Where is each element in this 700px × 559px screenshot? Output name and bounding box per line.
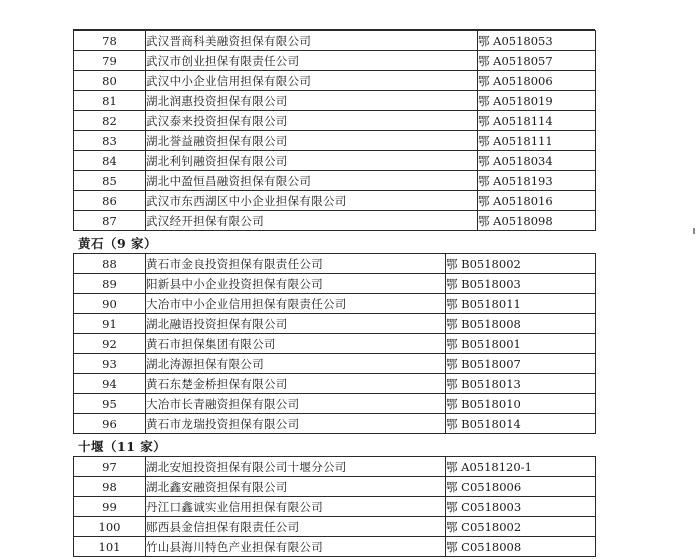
company-name: 武汉泰来投资担保有限公司 xyxy=(146,111,478,131)
registration-code: 鄂 A0518111 xyxy=(478,131,596,151)
company-name: 湖北中盈恒昌融资担保有限公司 xyxy=(146,171,478,191)
registration-code: 鄂 B0518002 xyxy=(446,254,596,274)
table-row xyxy=(74,254,596,274)
section-title-huangshi: 黄石（9 家） xyxy=(78,236,158,251)
registration-code: 鄂 B0518013 xyxy=(446,374,596,394)
row-number: 92 xyxy=(74,334,146,354)
row-number: 81 xyxy=(74,91,146,111)
registration-code: 鄂 B0518014 xyxy=(446,414,596,434)
row-number: 93 xyxy=(74,354,146,374)
company-name: 武汉中小企业信用担保有限公司 xyxy=(146,71,478,91)
row-number: 84 xyxy=(74,151,146,171)
company-name: 湖北润惠投资担保有限公司 xyxy=(146,91,478,111)
company-name: 武汉晋商科美融资担保有限公司 xyxy=(146,31,478,51)
company-name: 黄石市金良投资担保有限责任公司 xyxy=(146,254,446,274)
guarantor-table-shiyan xyxy=(73,456,596,557)
company-name: 竹山县海川特色产业担保有限公司 xyxy=(146,537,446,557)
table-row xyxy=(74,314,596,334)
company-name: 黄石市担保集团有限公司 xyxy=(146,334,446,354)
row-number: 95 xyxy=(74,394,146,414)
table-row xyxy=(74,414,596,434)
company-name: 丹江口鑫诚实业信用担保有限公司 xyxy=(146,497,446,517)
row-number: 91 xyxy=(74,314,146,334)
registration-code: 鄂 A0518193 xyxy=(478,171,596,191)
registration-code: 鄂 B0518008 xyxy=(446,314,596,334)
registration-code: 鄂 A0518006 xyxy=(478,71,596,91)
company-name: 湖北鑫安融资担保有限公司 xyxy=(146,477,446,497)
table-row xyxy=(74,517,596,537)
registration-code: 鄂 B0518011 xyxy=(446,294,596,314)
company-name: 大冶市中小企业信用担保有限责任公司 xyxy=(146,294,446,314)
registration-code: 鄂 A0518114 xyxy=(478,111,596,131)
registration-code: 鄂 A0518057 xyxy=(478,51,596,71)
company-name: 黄石市龙瑞投资担保有限公司 xyxy=(146,414,446,434)
registration-code: 鄂 B0518010 xyxy=(446,394,596,414)
company-name: 武汉经开担保有限公司 xyxy=(146,211,478,231)
registration-code: 鄂 A0518120-1 xyxy=(446,457,596,477)
table-row xyxy=(74,71,596,91)
table-row xyxy=(74,171,596,191)
table-row xyxy=(74,457,596,477)
row-number: 88 xyxy=(74,254,146,274)
registration-code: 鄂 A0518016 xyxy=(478,191,596,211)
row-number: 87 xyxy=(74,211,146,231)
table-row xyxy=(74,211,596,231)
registration-code: 鄂 A0518098 xyxy=(478,211,596,231)
table-row xyxy=(74,334,596,354)
company-name: 郧西县金信担保有限责任公司 xyxy=(146,517,446,537)
table-row xyxy=(74,537,596,557)
row-number: 80 xyxy=(74,71,146,91)
section-title-shiyan: 十堰（11 家） xyxy=(78,439,167,454)
registration-code: 鄂 C0518003 xyxy=(446,497,596,517)
row-number: 90 xyxy=(74,294,146,314)
company-name: 湖北安旭投资担保有限公司十堰分公司 xyxy=(146,457,446,477)
registration-code: 鄂 A0518019 xyxy=(478,91,596,111)
table-row xyxy=(74,274,596,294)
row-number: 79 xyxy=(74,51,146,71)
row-number: 86 xyxy=(74,191,146,211)
table-row xyxy=(74,294,596,314)
registration-code: 鄂 C0518006 xyxy=(446,477,596,497)
company-name: 阳新县中小企业投资担保有限公司 xyxy=(146,274,446,294)
row-number: 94 xyxy=(74,374,146,394)
table-row xyxy=(74,91,596,111)
scan-speck xyxy=(693,228,695,234)
table-row xyxy=(74,477,596,497)
registration-code: 鄂 C0518002 xyxy=(446,517,596,537)
row-number: 89 xyxy=(74,274,146,294)
table-row xyxy=(74,131,596,151)
registration-code: 鄂 A0518053 xyxy=(478,31,596,51)
table-row xyxy=(74,51,596,71)
registration-code: 鄂 C0518008 xyxy=(446,537,596,557)
registration-code: 鄂 B0518001 xyxy=(446,334,596,354)
guarantor-table-wuhan xyxy=(73,30,596,231)
table-row xyxy=(74,191,596,211)
guarantor-table-huangshi xyxy=(73,253,596,434)
row-number: 85 xyxy=(74,171,146,191)
company-name: 大冶市长青融资担保有限公司 xyxy=(146,394,446,414)
row-number: 101 xyxy=(74,537,146,557)
table-row xyxy=(74,151,596,171)
company-name: 湖北涛源担保有限公司 xyxy=(146,354,446,374)
company-name: 湖北誉益融资担保有限公司 xyxy=(146,131,478,151)
registration-code: 鄂 A0518034 xyxy=(478,151,596,171)
company-name: 湖北利钊融资担保有限公司 xyxy=(146,151,478,171)
table-row xyxy=(74,394,596,414)
row-number: 99 xyxy=(74,497,146,517)
company-name: 湖北融语投资担保有限公司 xyxy=(146,314,446,334)
table-row xyxy=(74,354,596,374)
row-number: 97 xyxy=(74,457,146,477)
row-number: 78 xyxy=(74,31,146,51)
table-row xyxy=(74,497,596,517)
registration-code: 鄂 B0518003 xyxy=(446,274,596,294)
table-row xyxy=(74,31,596,51)
row-number: 100 xyxy=(74,517,146,537)
row-number: 98 xyxy=(74,477,146,497)
row-number: 83 xyxy=(74,131,146,151)
company-name: 黄石东楚金桥担保有限公司 xyxy=(146,374,446,394)
row-number: 82 xyxy=(74,111,146,131)
row-number: 96 xyxy=(74,414,146,434)
table-row xyxy=(74,111,596,131)
table-row xyxy=(74,374,596,394)
company-name: 武汉市东西湖区中小企业担保有限公司 xyxy=(146,191,478,211)
company-name: 武汉市创业担保有限责任公司 xyxy=(146,51,478,71)
registration-code: 鄂 B0518007 xyxy=(446,354,596,374)
